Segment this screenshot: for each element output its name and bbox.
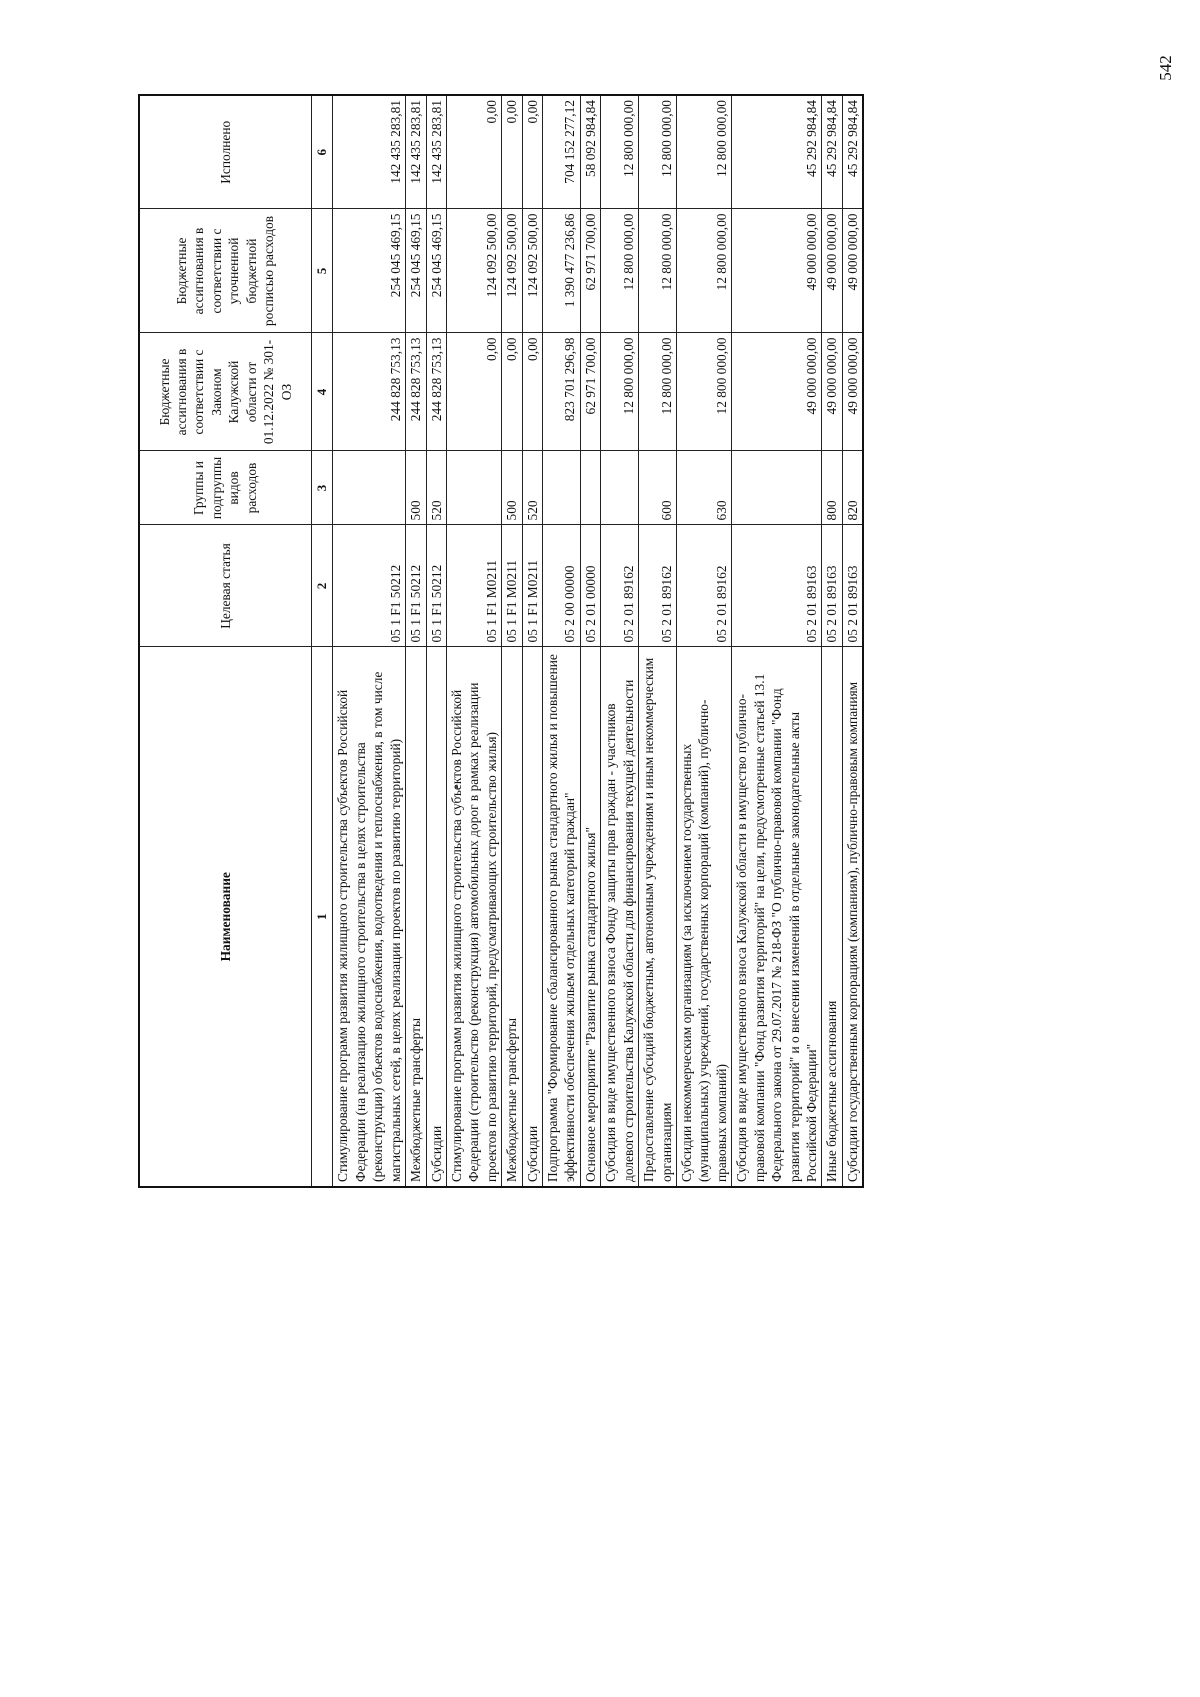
table-row <box>502 95 522 1187</box>
table-row <box>580 95 600 1187</box>
table-row <box>333 95 406 1187</box>
row-plan-amount: 49 000 000,00 <box>822 209 842 333</box>
row-expense-group: 600 <box>639 451 677 525</box>
row-plan-amount: 124 092 500,00 <box>446 209 501 333</box>
row-expense-group: 630 <box>676 451 731 525</box>
row-executed-amount: 58 092 984,84 <box>580 95 600 209</box>
row-law-amount: 12 800 000,00 <box>639 333 677 451</box>
column-number: 3 <box>311 451 333 525</box>
row-law-amount: 244 828 753,13 <box>406 333 426 451</box>
row-executed-amount: 0,00 <box>502 95 522 209</box>
column-number: 1 <box>311 647 333 1187</box>
row-plan-amount: 124 092 500,00 <box>502 209 522 333</box>
header-refined-allocations: Бюджетные ассигнования в соответствии с уточненной бюджетной росписью расходов <box>139 209 311 333</box>
page-number: 542 <box>1156 55 1175 81</box>
row-law-amount: 49 000 000,00 <box>732 333 822 451</box>
row-executed-amount: 142 435 283,81 <box>406 95 426 209</box>
rotated-page <box>138 96 938 1188</box>
row-plan-amount: 254 045 469,15 <box>333 209 406 333</box>
row-target-article: 05 2 01 00000 <box>580 525 600 647</box>
row-law-amount: 62 971 700,00 <box>580 333 600 451</box>
row-target-article: 05 2 01 89162 <box>601 525 639 647</box>
row-plan-amount: 12 800 000,00 <box>676 209 731 333</box>
row-executed-amount: 45 292 984,84 <box>732 95 822 209</box>
row-law-amount: 0,00 <box>446 333 501 451</box>
row-name: Предоставление субсидий бюджетным, автономным учреждениям и иным некоммерческим организациям <box>639 647 677 1187</box>
table-row <box>732 95 822 1187</box>
row-executed-amount: 142 435 283,81 <box>426 95 446 209</box>
row-target-article: 05 2 00 00000 <box>543 525 581 647</box>
row-expense-group <box>333 451 406 525</box>
row-law-amount: 12 800 000,00 <box>676 333 731 451</box>
row-law-amount: 49 000 000,00 <box>842 333 863 451</box>
row-executed-amount: 0,00 <box>522 95 542 209</box>
row-plan-amount: 124 092 500,00 <box>522 209 542 333</box>
header-expense-groups: Группы и подгруппы видов расходов <box>139 451 311 525</box>
row-target-article: 05 1 F1 50212 <box>333 525 406 647</box>
row-name: Субсидии некоммерческим организациям (за исключением государственных (муниципальных) учреждений, государственных корпораций (компаний), публично-правовых компаний) <box>676 647 731 1187</box>
row-name: Подпрограмма "Формирование сбалансированного рынка стандартного жилья и повышение эффективности обеспечения жильем отдельных категорий граждан" <box>543 647 581 1187</box>
table-row <box>446 95 501 1187</box>
table-row <box>543 95 581 1187</box>
row-name: Субсидии государственным корпорациям (компаниям), публично-правовым компаниям <box>842 647 863 1187</box>
header-law-allocations: Бюджетные ассигнования в соответствии с Законом Калужской области от 01.12.2022 № 301-ОЗ <box>139 333 311 451</box>
table-row <box>522 95 542 1187</box>
row-law-amount: 12 800 000,00 <box>601 333 639 451</box>
row-executed-amount: 142 435 283,81 <box>333 95 406 209</box>
table-row <box>601 95 639 1187</box>
row-plan-amount: 12 800 000,00 <box>601 209 639 333</box>
row-name: Стимулирование программ развития жилищного строительства субъектов Российской Федерации (строительство (реконструкция) автомобильных дорог в рамках реализации проектов по развитию территорий, предусматривающих строительство жилья) <box>446 647 501 1187</box>
table-row <box>842 95 863 1187</box>
column-number: 6 <box>311 95 333 209</box>
table-row <box>822 95 842 1187</box>
budget-table <box>138 94 864 1188</box>
row-expense-group: 520 <box>426 451 446 525</box>
row-name: Иные бюджетные ассигнования <box>822 647 842 1187</box>
header-target-article: Целевая статья <box>139 525 311 647</box>
row-plan-amount: 49 000 000,00 <box>842 209 863 333</box>
row-law-amount: 244 828 753,13 <box>333 333 406 451</box>
row-expense-group <box>732 451 822 525</box>
row-executed-amount: 45 292 984,84 <box>822 95 842 209</box>
column-number: 2 <box>311 525 333 647</box>
row-target-article: 05 1 F1 M0211 <box>522 525 542 647</box>
row-plan-amount: 254 045 469,15 <box>406 209 426 333</box>
row-law-amount: 0,00 <box>522 333 542 451</box>
row-executed-amount: 12 800 000,00 <box>676 95 731 209</box>
row-law-amount: 0,00 <box>502 333 522 451</box>
row-name: Субсидия в виде имущественного взноса Калужской области в имущество публично-правовой компании "Фонд развития территорий" на цели, предусмотренные статьей 13.1 Федерального закона от 29.07.2017 № 218-ФЗ "О публично-правовой компании "Фонд развития территорий" и о внесении изменений в отдельные законодательные акты Российской Федерации" <box>732 647 822 1187</box>
row-expense-group: 500 <box>406 451 426 525</box>
row-target-article: 05 1 F1 50212 <box>426 525 446 647</box>
column-number: 4 <box>311 333 333 451</box>
row-plan-amount: 254 045 469,15 <box>426 209 446 333</box>
column-number: 5 <box>311 209 333 333</box>
row-name: Субсидии <box>426 647 446 1187</box>
row-name: Стимулирование программ развития жилищного строительства субъектов Российской Федерации (на реализацию жилищного строительства в целях строительства (реконструкции) объектов водоснабжения, водоотведения и теплоснабжения, в том числе магистральных сетей, в целях реализации проектов по развитию территорий) <box>333 647 406 1187</box>
row-expense-group <box>446 451 501 525</box>
row-law-amount: 49 000 000,00 <box>822 333 842 451</box>
row-expense-group: 520 <box>522 451 542 525</box>
table-header-row <box>139 95 311 1187</box>
row-target-article: 05 2 01 89163 <box>842 525 863 647</box>
row-expense-group <box>580 451 600 525</box>
row-target-article: 05 1 F1 M0211 <box>502 525 522 647</box>
column-number-row <box>311 95 333 1187</box>
row-target-article: 05 2 01 89163 <box>822 525 842 647</box>
row-executed-amount: 0,00 <box>446 95 501 209</box>
row-expense-group: 800 <box>822 451 842 525</box>
row-plan-amount: 12 800 000,00 <box>639 209 677 333</box>
row-name: Межбюджетные трансферты <box>502 647 522 1187</box>
row-plan-amount: 1 390 477 236,86 <box>543 209 581 333</box>
row-law-amount: 823 701 296,98 <box>543 333 581 451</box>
row-law-amount: 244 828 753,13 <box>426 333 446 451</box>
header-name: Наименование <box>139 647 311 1187</box>
row-plan-amount: 49 000 000,00 <box>732 209 822 333</box>
row-expense-group <box>601 451 639 525</box>
row-executed-amount: 12 800 000,00 <box>639 95 677 209</box>
row-name: Субсидии <box>522 647 542 1187</box>
row-target-article: 05 2 01 89162 <box>676 525 731 647</box>
row-name: Субсидия в виде имущественного взноса Фонду защиты прав граждан - участников долевого строительства Калужской области для финансирования текущей деятельности <box>601 647 639 1187</box>
row-target-article: 05 2 01 89162 <box>639 525 677 647</box>
row-name: Межбюджетные трансферты <box>406 647 426 1187</box>
row-executed-amount: 12 800 000,00 <box>601 95 639 209</box>
row-expense-group: 500 <box>502 451 522 525</box>
header-executed: Исполнено <box>139 95 311 209</box>
row-expense-group <box>543 451 581 525</box>
table-row <box>406 95 426 1187</box>
row-executed-amount: 704 152 277,12 <box>543 95 581 209</box>
table-row <box>676 95 731 1187</box>
row-expense-group: 820 <box>842 451 863 525</box>
row-target-article: 05 2 01 89163 <box>732 525 822 647</box>
table-row <box>426 95 446 1187</box>
row-executed-amount: 45 292 984,84 <box>842 95 863 209</box>
row-name: Основное мероприятие "Развитие рынка стандартного жилья" <box>580 647 600 1187</box>
row-target-article: 05 1 F1 50212 <box>406 525 426 647</box>
row-target-article: 05 1 F1 M0211 <box>446 525 501 647</box>
row-plan-amount: 62 971 700,00 <box>580 209 600 333</box>
table-row <box>639 95 677 1187</box>
